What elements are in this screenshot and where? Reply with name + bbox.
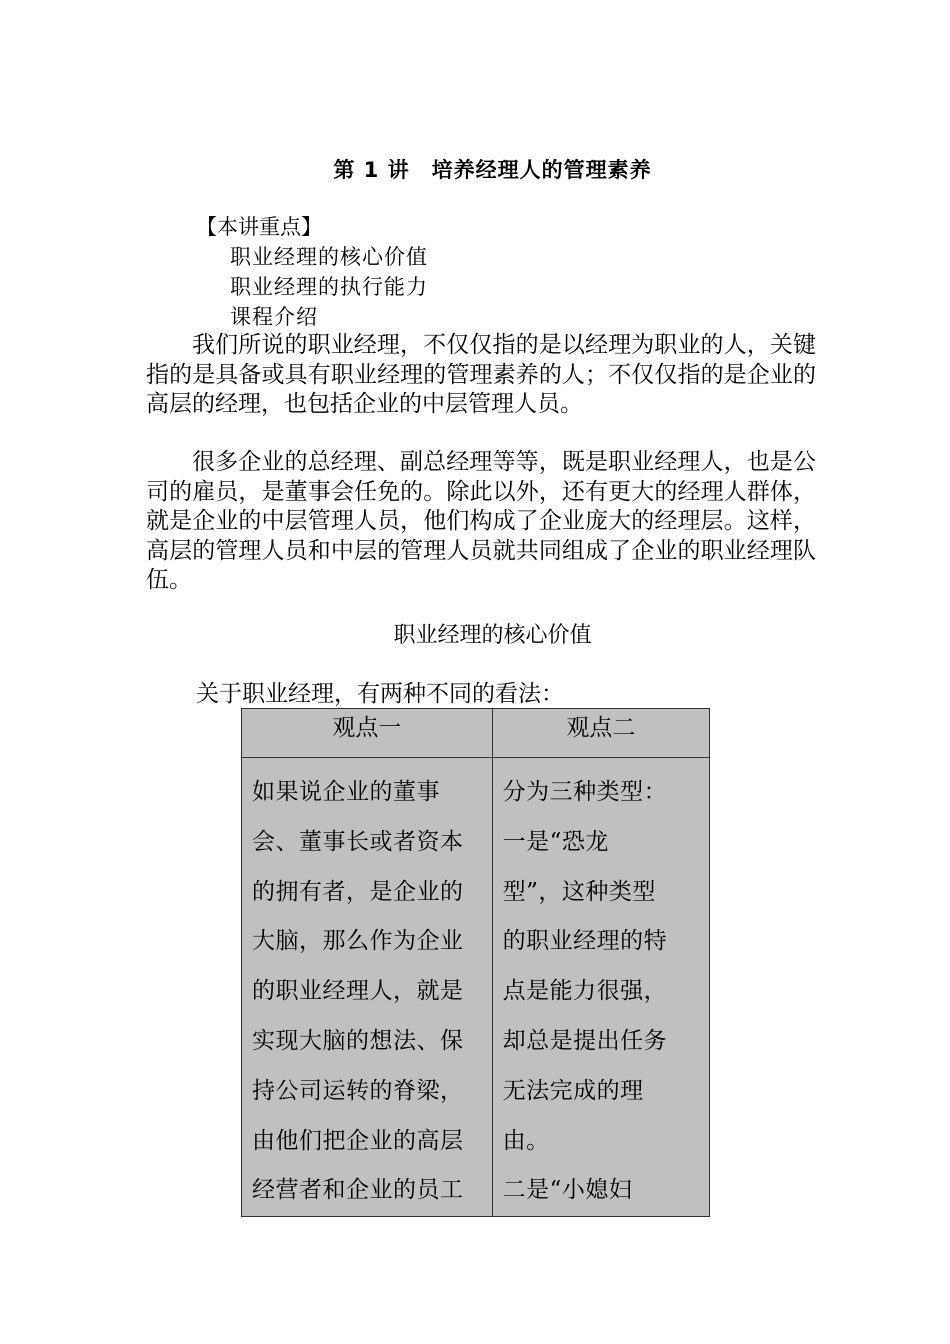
cell-text-line: 无法完成的理 xyxy=(502,1077,644,1104)
intro-text: 关于职业经理，有两种不同的看法： xyxy=(196,681,564,707)
key-point-item: 职业经理的核心价值 xyxy=(230,245,428,269)
cell-text-line: 分为三种类型： xyxy=(502,779,668,805)
key-points-heading: 【本讲重点】 xyxy=(196,215,322,239)
key-point-item: 课程介绍 xyxy=(230,305,318,329)
cell-text-line: 经营者和企业的员工 xyxy=(252,1177,464,1204)
cell-text-line: 型”，这种类型 xyxy=(502,878,656,905)
paragraph: 我们所说的职业经理，不仅仅指的是以经理为职业的人，关键指的是具备或具有职业经理的管理素养的人；不仅仅指的是企业的高层的经理，也包括企业的中层管理人员。 xyxy=(146,332,816,417)
cell-text-line: 由。 xyxy=(502,1127,550,1154)
cell-text-line: 持公司运转的脊梁， xyxy=(252,1077,464,1104)
table-cell-viewpoint-one xyxy=(242,758,493,1217)
cell-text-line: 如果说企业的董事 xyxy=(252,779,440,805)
key-points-list xyxy=(230,242,428,332)
table-row xyxy=(242,758,710,1217)
table-header-row xyxy=(242,709,710,758)
table-header-cell: 观点一 xyxy=(242,709,493,758)
cell-text-line: 的职业经理的特 xyxy=(502,928,668,955)
cell-text-line: 的拥有者，是企业的 xyxy=(252,878,464,905)
viewpoints-table xyxy=(241,708,710,1217)
key-point-item: 职业经理的执行能力 xyxy=(230,275,428,299)
cell-text-line: 一是“恐龙 xyxy=(502,828,609,855)
lecture-title: 第 1 讲 培养经理人的管理素养 xyxy=(333,158,652,182)
cell-text-line: 会、董事长或者资本 xyxy=(252,828,464,855)
cell-text-line: 由他们把企业的高层 xyxy=(252,1127,464,1154)
cell-text-line: 二是“小媳妇 xyxy=(502,1177,633,1204)
cell-text-line: 却总是提出任务 xyxy=(502,1027,668,1054)
cell-text-line: 实现大脑的想法、保 xyxy=(252,1027,464,1054)
section-title: 职业经理的核心价值 xyxy=(393,623,592,648)
table-cell-viewpoint-two xyxy=(492,758,709,1217)
cell-text-line: 大脑，那么作为企业 xyxy=(252,928,464,955)
cell-text-line: 的职业经理人，就是 xyxy=(252,978,464,1005)
paragraph: 很多企业的总经理、副总经理等等，既是职业经理人，也是公司的雇员，是董事会任免的。除此以外，还有更大的经理人群体，就是企业的中层管理人员，他们构成了企业庞大的经理层。这样，高层的管理人员和中层的管理人员就共同组成了企业的职业经理队伍。 xyxy=(146,449,816,593)
table-header-cell: 观点二 xyxy=(492,709,709,758)
cell-text-line: 点是能力很强， xyxy=(502,978,668,1005)
